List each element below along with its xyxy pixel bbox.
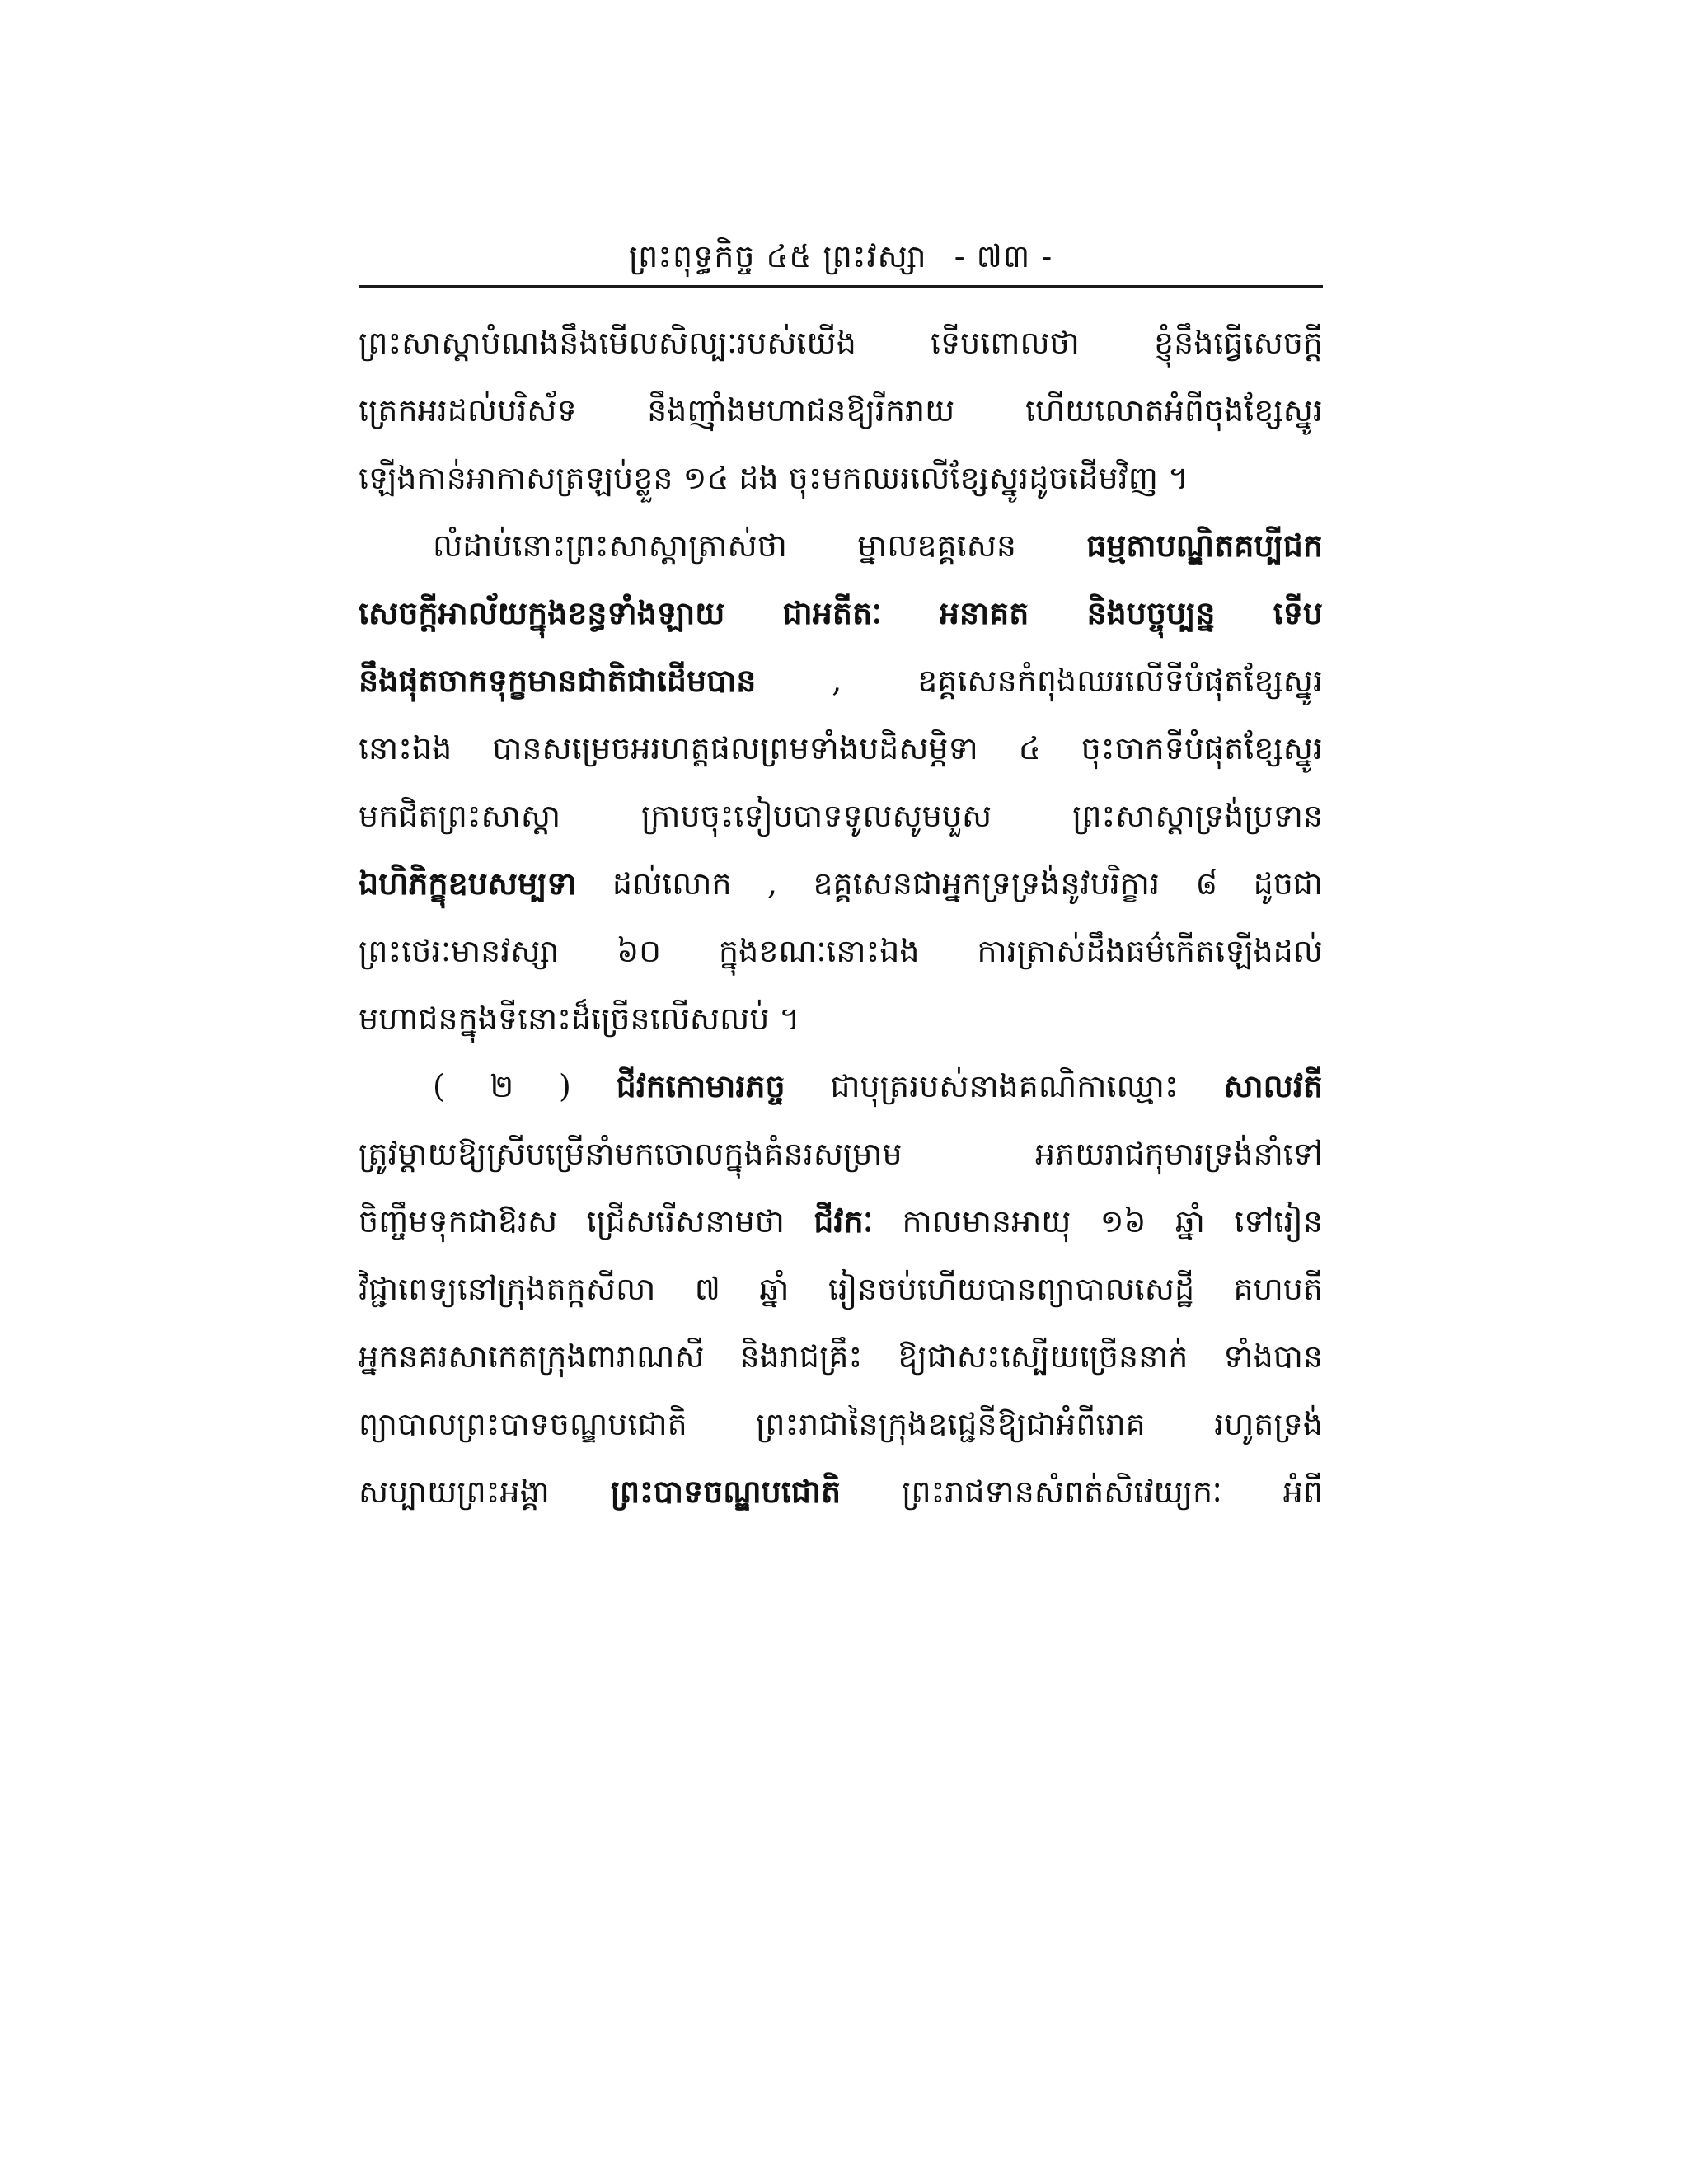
text-segment: លំដាប់នោះព្រះសាស្ដាត្រាស់ថា ម្នាលឧគ្គសេន: [433, 527, 1087, 564]
text-segment: ព្រះថេរៈមានវស្សា ៦០ ក្នុងខណៈនោះឯង ការត្រាស់ដឹងធម៌កើតឡើងដល់: [359, 933, 1323, 969]
text-line: [359, 309, 1323, 377]
text-segment: ជាបុត្ររបស់នាងគណិកាឈ្មោះ: [785, 1068, 1224, 1104]
text-line: [359, 1120, 1323, 1188]
text-segment: ត្រេកអរដល់បរិស័ទ នឹងញ៉ាំងមហាជនឱ្យរីករាយ ហើយលោតអំពីចុងខ្សែស្នូរ: [359, 392, 1323, 429]
text-segment: ចិញ្ចឹមទុកជាឱរស ជ្រើសរើសនាមថា: [359, 1203, 814, 1240]
text-line: [359, 1323, 1323, 1390]
text-line: [359, 512, 1323, 579]
text-segment: សប្បាយព្រះអង្គា: [359, 1474, 611, 1510]
body-text: [359, 309, 1323, 1526]
text-line: [359, 985, 1323, 1052]
book-title: ព្រះពុទ្ធកិច្ច ៤៥ ព្រះវស្សា: [628, 238, 927, 274]
text-segment: ( ២ ): [433, 1068, 617, 1104]
bold-text-segment: សេចក្ដីអាល័យក្នុងខន្ធទាំងឡាយ ជាអតីតៈ អនាគត និងបច្ចុប្បន្ន ទើប: [359, 594, 1323, 631]
text-segment: ព្រះសាស្ដាបំណងនឹងមើលសិល្បៈរបស់យើង ទើបពោលថា ខ្ញុំនឹងធ្វើសេចក្ដី: [359, 325, 1323, 361]
text-segment: ត្រូវម្ដាយឱ្យស្រីបម្រើនាំមកចោលក្នុងគំនរសម្រាម អភយរាជកុមារទ្រង់នាំទៅ: [359, 1136, 1323, 1172]
bold-text-segment: ធម្មតាបណ្ឌិតគប្បីជក: [1086, 527, 1323, 564]
bold-text-segment: នឹងផុតចាកទុក្ខមានជាតិជាដើមបាន: [359, 662, 757, 699]
bold-text-segment: ឯហិភិក្ខុឧបសម្បទា: [359, 865, 577, 902]
text-line: [359, 377, 1323, 444]
text-line: [359, 579, 1323, 647]
bold-text-segment: ជីវកៈ: [814, 1202, 874, 1240]
text-segment: , ឧគ្គសេនកំពុងឈរលើទីបំផុតខ្សែស្នូរ: [756, 663, 1323, 699]
text-line: [359, 1052, 1323, 1120]
text-segment: មហាជនក្នុងទីនោះដ៏ច្រើនលើសលប់ ។: [359, 1001, 800, 1037]
text-segment: អ្នកនគរសាកេតក្រុងពារាណសី និងរាជគ្រឹះ ឱ្យជាសះស្បើយច្រើននាក់ ទាំងបាន: [359, 1338, 1323, 1375]
text-segment: កាលមានអាយុ ១៦ ឆ្នាំ ទៅរៀន: [873, 1203, 1323, 1240]
text-segment: វិជ្ជាពេទ្យនៅក្រុងតក្កសីលា ៧ ឆ្នាំ រៀនចប់ហើយបានព្យាបាលសេដ្ឋី គហបតី: [359, 1271, 1323, 1307]
text-line: [359, 1458, 1323, 1526]
text-segment: ព្យាបាលព្រះបាទចណ្ឌបជោតិ ព្រះរាជានៃក្រុងឧជ្ជេនីឱ្យជាអំពីរោគ រហូតទ្រង់: [359, 1406, 1323, 1442]
text-line: [359, 715, 1323, 782]
text-segment: ដល់លោក , ឧគ្គសេនជាអ្នកទ្រទ្រង់នូវបរិក្ខារ ៨ ដូចជា: [576, 865, 1323, 902]
text-line: [359, 444, 1323, 512]
text-line: [359, 917, 1323, 985]
text-segment: ព្រះរាជទានសំពត់សិវេយ្យកៈ អំពី: [841, 1474, 1323, 1510]
bold-text-segment: សាលវតី: [1223, 1067, 1323, 1104]
text-line: [359, 850, 1323, 917]
text-line: [359, 1188, 1323, 1255]
page-number: - ៧៣ -: [954, 238, 1053, 274]
text-line: [359, 782, 1323, 850]
text-line: [359, 647, 1323, 715]
text-segment: មកជិតព្រះសាស្ដា ក្រាបចុះទៀបបាទទូលសូមបួស ព្រះសាស្ដាទ្រង់ប្រទាន: [359, 798, 1323, 834]
running-header: [359, 233, 1323, 279]
text-segment: នោះឯង បានសម្រេចអរហត្តផលព្រមទាំងបដិសម្ភិទា ៤ ចុះចាកទីបំផុតខ្សែស្នូរ: [359, 730, 1323, 766]
bold-text-segment: ជីវកកោមារភច្ច: [616, 1067, 785, 1104]
text-line: [359, 1255, 1323, 1323]
text-line: [359, 1390, 1323, 1458]
header-rule: [359, 285, 1323, 288]
bold-text-segment: ព្រះបាទចណ្ឌបជោតិ: [610, 1473, 842, 1510]
text-segment: ឡើងកាន់អាកាសត្រឡប់ខ្លួន ១៤ ដង ចុះមកឈរលើខ្សែស្នូរដូចដើមវិញ ។: [359, 460, 1189, 496]
